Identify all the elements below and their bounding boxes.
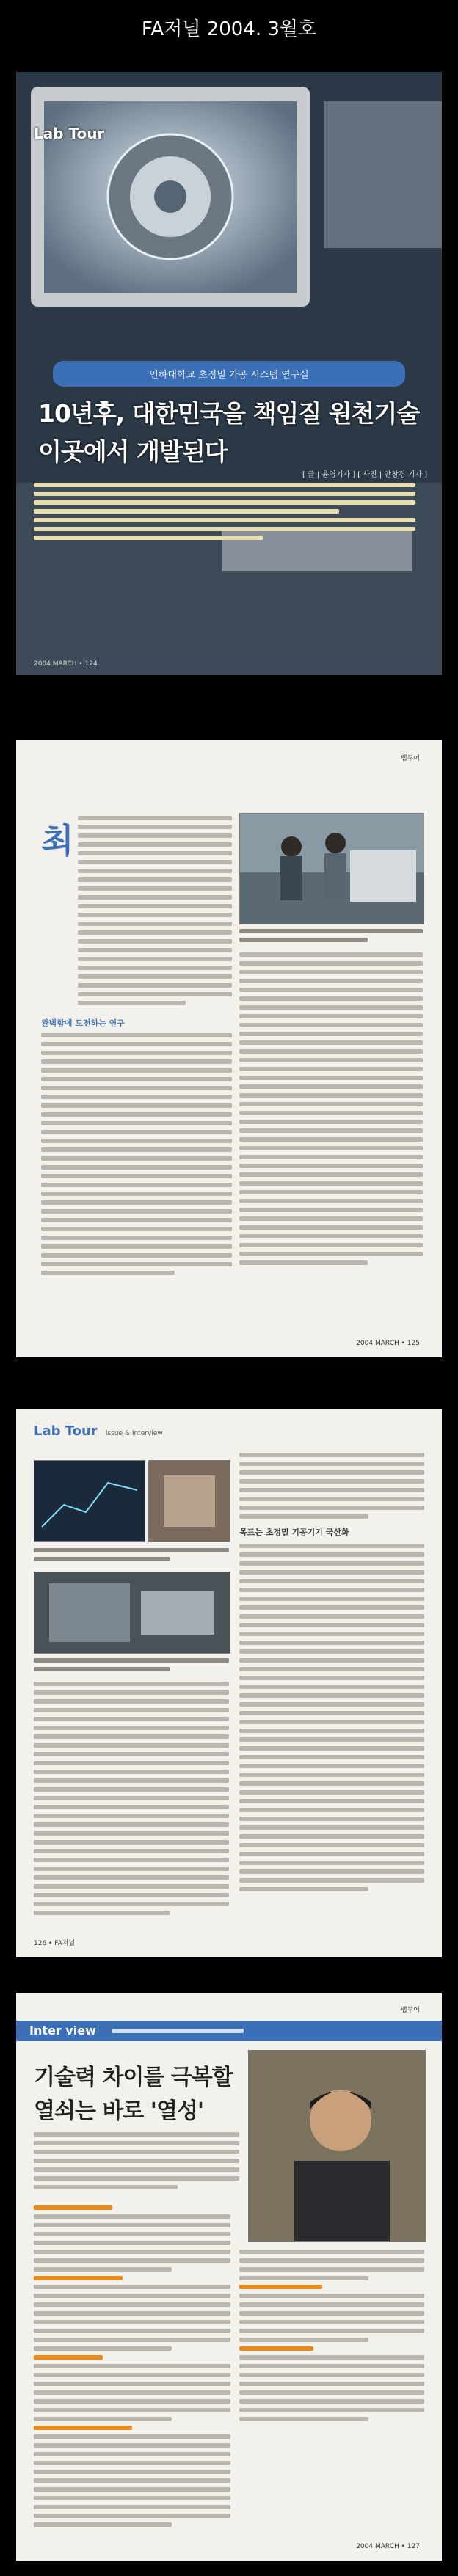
body-column-left [34,1682,229,1919]
section-label [34,1423,163,1439]
body-column-right [239,952,423,1269]
qa-column-right [239,2250,424,2426]
page-1 [16,72,442,675]
section-label-sub: Issue & Interview [105,1430,163,1437]
headline-1: 기술력 차이를 극복할 [34,2065,233,2090]
folio: 2004 MARCH • 127 [356,2543,420,2550]
banner-title: FA저널 2004. 3월호 [0,0,458,59]
subheading: 목표는 초정밀 기공기기 국산화 [239,1528,349,1537]
header-tag: 랩투어 [400,2007,420,2014]
page-3 [16,1409,442,1957]
photo-caption [239,929,423,946]
section-label: Inter view [29,2024,96,2037]
header-tag: 랩투어 [400,755,420,762]
body-column-right [239,1453,424,1523]
body-column-left [78,816,232,1010]
section-bar-text [112,2029,244,2033]
sample-photo [148,1460,230,1542]
subheading: 완벽함에 도전하는 연구 [41,1018,125,1028]
equipment-photo [34,1572,230,1654]
folio: 2004 MARCH • 125 [356,1340,420,1347]
section-label-main: Lab Tour [34,1423,98,1439]
topic-badge: 인하대학교 초정밀 가공 시스템 연구실 [53,361,405,387]
intro-text [34,483,415,544]
caption-1 [34,1548,229,1566]
folio: 2004 MARCH • 124 [34,660,98,668]
byline: [ 글 | 윤영기자 ] [ 사진 | 안창경 기자 ] [302,471,427,479]
researchers-photo [239,813,424,924]
interview-bar [16,2021,442,2041]
folio: 126 • FA저널 [34,1940,76,1947]
lead-text [34,2132,239,2194]
body-column-right-2 [239,1544,424,1896]
chart-photo [34,1460,145,1542]
section-label: Lab Tour [34,125,105,142]
page-4 [16,1993,442,2561]
interviewee-portrait [248,2050,426,2242]
page-2 [16,740,442,1357]
headline-2: 이곳에서 개발된다 [38,437,228,466]
body-column-left-2 [41,1033,232,1280]
headline-1: 10년후, 대한민국을 책임질 원천기술 [38,399,420,428]
dropcap: 최 [41,821,74,861]
headline-2: 열쇠는 바로 '열성' [34,2098,204,2124]
caption-2 [34,1658,229,1676]
qa-column-left [34,2205,230,2531]
